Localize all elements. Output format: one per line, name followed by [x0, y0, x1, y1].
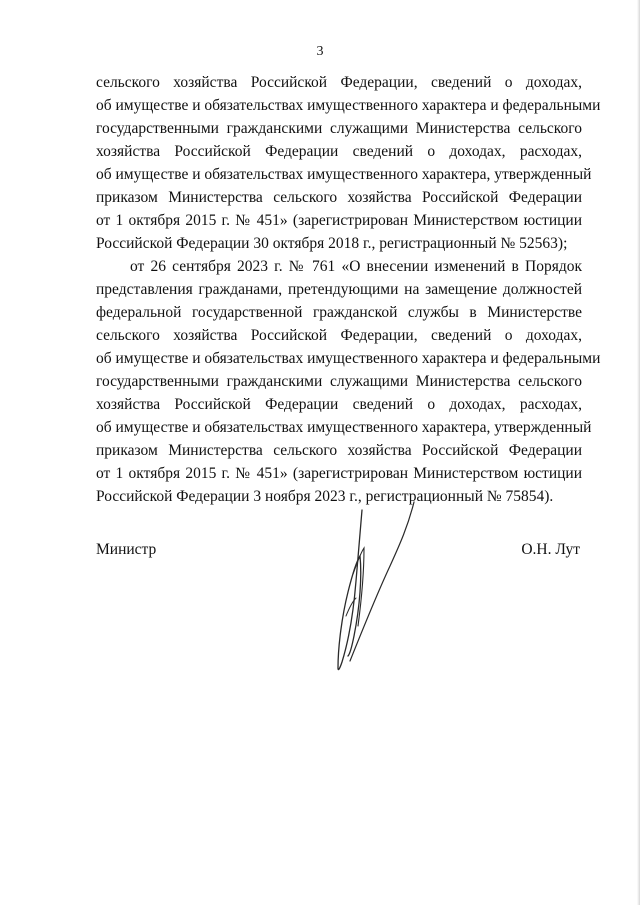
- paragraph-2-line-3: федеральной государственной гражданской службы в Министерстве: [96, 304, 582, 321]
- page-number: 3: [316, 44, 324, 59]
- paragraph-2-line-6: государственными гражданскими служащими Министерства сельского: [96, 373, 582, 390]
- handwritten-signature: [320, 496, 430, 676]
- paragraph-2-line-11: Российской Федерации 3 ноября 2023 г., регистрационный № 75854).: [96, 488, 554, 505]
- signature-block: [96, 538, 580, 562]
- paragraph-2-line-9: приказом Министерства сельского хозяйства Российской Федерации: [96, 442, 582, 459]
- paragraph-1-line-3: государственными гражданскими служащими Министерства сельского: [96, 120, 582, 137]
- signatory-name: О.Н. Лут: [521, 541, 580, 558]
- signatory-title: Министр: [96, 541, 157, 558]
- paragraph-1-line-8: Российской Федерации 30 октября 2018 г., регистрационный № 52563);: [96, 235, 568, 252]
- paragraph-1-line-7: от 1 октября 2015 г. № 451» (зарегистрирован Министерством юстиции: [96, 212, 582, 229]
- paragraph-1-line-1: сельского хозяйства Российской Федерации, сведений о доходах,: [96, 74, 582, 91]
- paragraph-1-line-6: приказом Министерства сельского хозяйства Российской Федерации: [96, 189, 582, 206]
- paragraph-2-line-10: от 1 октября 2015 г. № 451» (зарегистрирован Министерством юстиции: [96, 465, 582, 482]
- paragraph-1-line-4: хозяйства Российской Федерации сведений о доходах, расходах,: [96, 143, 582, 160]
- paragraph-1-line-2: об имуществе и обязательствах имущественного характера и федеральными: [96, 97, 601, 114]
- paragraph-1-line-5: об имуществе и обязательствах имущественного характера, утвержденный: [96, 166, 592, 183]
- paragraph-2-line-8: об имуществе и обязательствах имущественного характера, утвержденный: [96, 419, 592, 436]
- paragraph-2-line-4: сельского хозяйства Российской Федерации, сведений о доходах,: [96, 327, 582, 344]
- paragraph-2-line-1: от 26 сентября 2023 г. № 761 «О внесении изменений в Порядок: [130, 258, 582, 275]
- paragraph-2-line-5: об имуществе и обязательствах имущественного характера и федеральными: [96, 350, 601, 367]
- paragraph-2-line-7: хозяйства Российской Федерации сведений о доходах, расходах,: [96, 396, 582, 413]
- paragraph-2-line-2: представления гражданами, претендующими на замещение должностей: [96, 281, 582, 298]
